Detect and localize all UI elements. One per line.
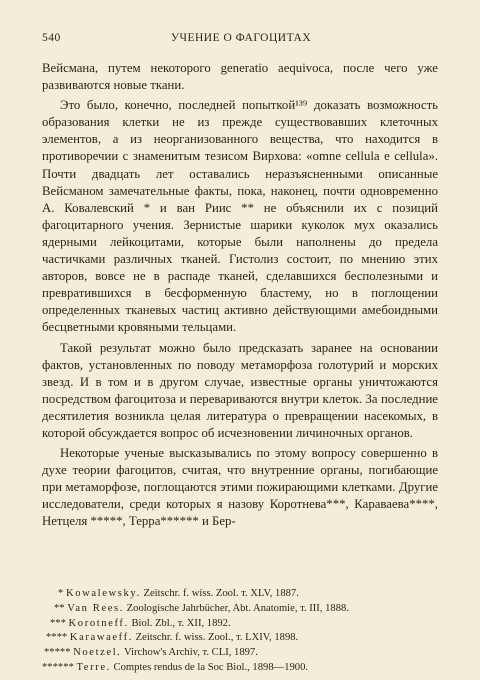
- footnote-ref: Virchow's Archiv, т. CLI, 1897.: [124, 647, 258, 659]
- running-title: УЧЕНИЕ О ФАГОЦИТАХ: [170, 32, 312, 44]
- footnote-author: Noetzel.: [73, 647, 122, 659]
- footnote: [42, 646, 442, 661]
- footnote-author: Van Rees.: [67, 602, 125, 614]
- footnote-mark: ******: [42, 661, 74, 673]
- footnotes: [42, 587, 442, 676]
- footnote-author: Korotneff.: [68, 617, 129, 629]
- page-number: 540: [42, 32, 61, 44]
- footnote-author: Kowalewsky.: [65, 588, 141, 599]
- footnote: [42, 617, 442, 632]
- paragraph-3: Такой результат можно было предсказать заранее на основании фактов, установленных по поводу метаморфоза голотурий и морских звезд. И в том и в другом случае, известные органы уничтожаются посредством фагоцитоза и перевариваются внутри клеток. За последние десятилетия возникла целая литература о превращении насекомых, в которой обсуждается вопрос об исчезновении личиночных органов.: [42, 340, 438, 440]
- body-text: [42, 60, 438, 534]
- footnote-mark: ***: [50, 617, 66, 629]
- footnote-ref: Biol. Zbl., т. XII, 1892.: [131, 617, 231, 629]
- paragraph-2: Это было, конечно, последней попыткой¹³⁹ доказать возможность образования клетки не из прежде существовавших клеточных элементов, а из неорганизованного вещества, что находится в противоречии с знаменитым тезисом Вирхова: «omne cellula e cellula». Почти двадцать лет оставались неразъясненными описанные Вейсманом замечательные факты, пока, наконец, почти одновременно А. Ковалевский * и ван Риис ** не объяснили их с позиций фагоцитарного учения. Зернистые шарики куколок мух оказались ядерными лейкоцитами, которые были наполнены до предела частичками различных тканей. Гистолиз состоит, по мнению этих авторов, вовсе не в распаде тканей, сделавшихся бесполезными и превратившихся в бесформенную бластему, но в поглощении определенных тканевых частиц активно действующими амебоидными бесцветными кровяными тельцами.: [42, 98, 438, 335]
- footnote: [42, 661, 442, 676]
- paragraph-1: Вейсмана, путем некоторого generatio aequivoca, после чего уже развиваются новые ткани.: [42, 61, 438, 93]
- footnote: [42, 602, 442, 617]
- footnote-ref: Zeitschr. f. wiss. Zool., т. LXIV, 1898.: [135, 632, 299, 644]
- footnote-mark: *****: [44, 647, 71, 659]
- footnote-mark: *: [58, 588, 64, 599]
- footnote-author: Karawaeff.: [69, 632, 133, 644]
- footnote: [42, 587, 442, 602]
- page-header: [42, 32, 440, 48]
- footnote-mark: ****: [46, 632, 68, 644]
- footnote-mark: **: [54, 602, 65, 614]
- footnote-ref: Comptes rendus de la Soc Biol., 1898—1900.: [113, 661, 309, 673]
- footnote-ref: Zeitschr. f. wiss. Zool. т. XLV, 1887.: [143, 588, 299, 599]
- footnote-author: Terre.: [76, 661, 111, 673]
- footnote: [42, 631, 442, 646]
- footnote-ref: Zoologische Jahrbücher, Abt. Anatomie, т. III, 1888.: [126, 602, 349, 614]
- paragraph-4: Некоторые ученые высказывались по этому вопросу совершенно в духе теории фагоцитов, считая, что внутренние органы, погибающие при метаморфозе, поглощаются этими пожирающими клетками. Другие исследователи, среди которых я назову Коротнева***, Караваева****, Нетцеля *****, Терра****** и Бер-: [42, 446, 438, 529]
